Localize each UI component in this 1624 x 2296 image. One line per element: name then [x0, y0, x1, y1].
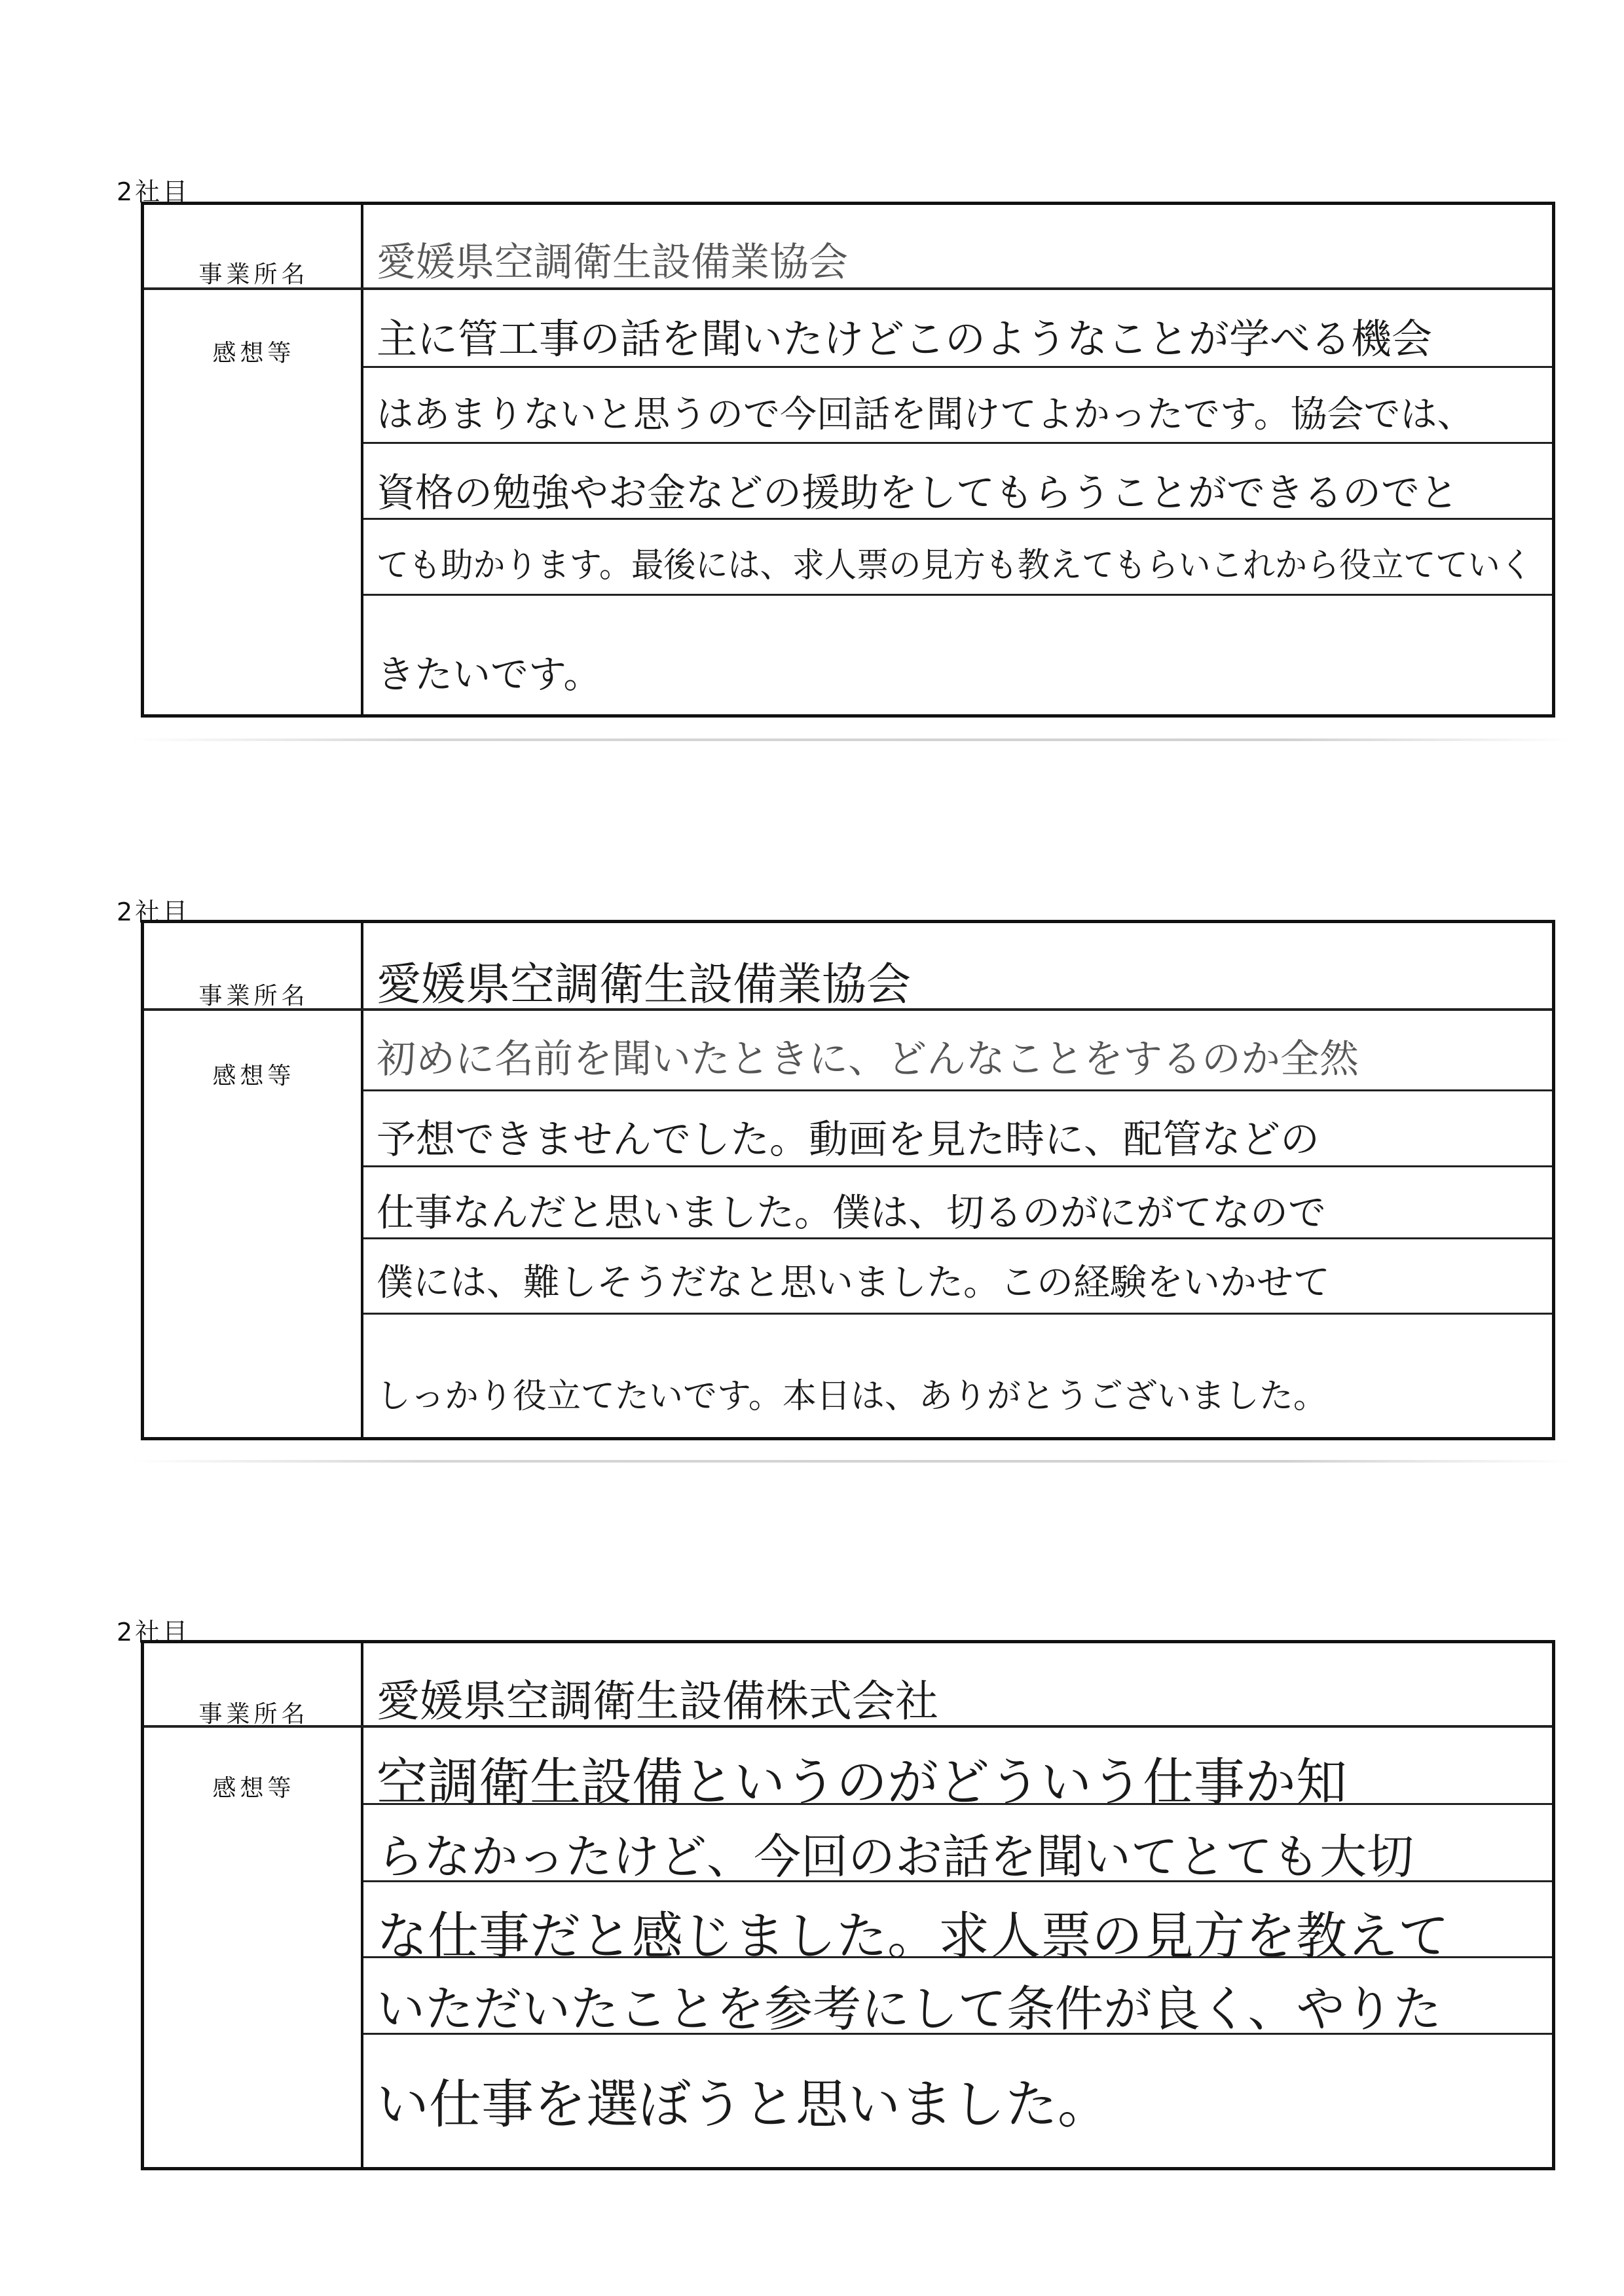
office-name-value: 愛媛県空調衛生設備業協会 — [377, 959, 912, 1011]
office-name-value: 愛媛県空調衛生設備業協会 — [377, 240, 848, 285]
impression-line: しっかり役立てたいです。本日は、ありがとうございました。 — [377, 1377, 1327, 1416]
impression-line: 資格の勉強やお金などの援助をしてもらうことができるのでと — [377, 470, 1459, 515]
divider — [363, 594, 1552, 596]
impression-line: な仕事だと感じました。求人票の見方を教えて — [377, 1907, 1450, 1966]
divider — [363, 366, 1552, 368]
impression-line: ても助かります。最後には、求人票の見方も教えてもらいこれから役立てていく — [377, 546, 1532, 585]
form-label: 2社目 — [117, 177, 191, 206]
impression-header: 感想等 — [212, 1775, 295, 1802]
office-name-header: 事業所名 — [198, 261, 309, 288]
office-name-value: 愛媛県空調衛生設備株式会社 — [377, 1676, 938, 1726]
form-label: 2社目 — [117, 1618, 191, 1647]
impression-line: 予想できませんでした。動画を見た時に、配管などの — [377, 1117, 1320, 1163]
office-name-header: 事業所名 — [198, 983, 309, 1010]
divider — [363, 1165, 1552, 1167]
divider — [363, 1237, 1552, 1239]
impression-header: 感想等 — [212, 1063, 295, 1089]
form-table — [141, 202, 1555, 718]
divider — [144, 287, 1552, 290]
impression-line: い仕事を選ぼうと思いました。 — [377, 2074, 1110, 2135]
impression-line: らなかったけど、今回のお話を聞いてとても大切 — [377, 1829, 1414, 1884]
impression-line: 初めに名前を聞いたときに、どんなことをするのか全然 — [377, 1036, 1359, 1082]
scan-shadow — [131, 1460, 1572, 1463]
impression-line: きたいです。 — [377, 652, 602, 697]
form-table — [141, 1640, 1555, 2170]
divider — [363, 1089, 1552, 1091]
impression-line: 僕には、難しそうだなと思いました。この経験をいかせて — [377, 1262, 1330, 1304]
impression-line: いただいたことを参考にして条件が良く、やりた — [377, 1981, 1442, 2037]
impression-line: はあまりないと思うので今回話を聞けてよかったです。協会では、 — [377, 393, 1474, 436]
divider — [363, 442, 1552, 444]
scan-shadow — [131, 738, 1572, 741]
divider — [363, 1313, 1552, 1315]
office-name-header: 事業所名 — [198, 1701, 309, 1728]
impression-line: 空調衛生設備というのがどういう仕事か知 — [377, 1753, 1348, 1812]
form-table — [141, 920, 1555, 1440]
impression-line: 主に管工事の話を聞いたけどこのようなことが学べる機会 — [377, 315, 1433, 363]
impression-line: 仕事なんだと思いました。僕は、切るのがにがてなので — [377, 1190, 1327, 1235]
form-label: 2社目 — [117, 898, 191, 926]
divider — [363, 518, 1552, 520]
impression-header: 感想等 — [212, 340, 295, 367]
